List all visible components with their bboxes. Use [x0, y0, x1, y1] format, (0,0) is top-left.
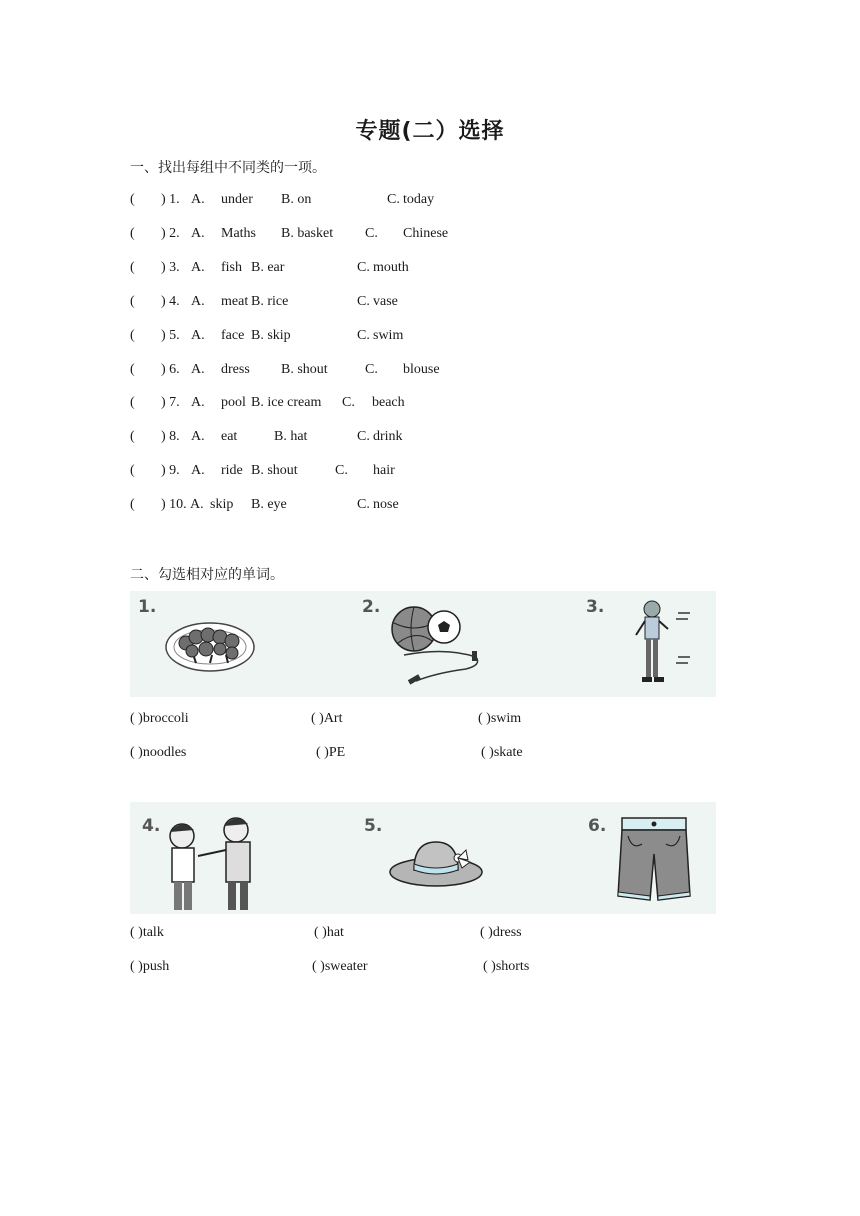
- question-10-c: nose: [373, 497, 399, 513]
- answer-paren[interactable]: (: [130, 497, 135, 513]
- picture-strip-1: [130, 591, 716, 697]
- question-3-b: B. ear: [251, 259, 285, 275]
- option-swim[interactable]: ( )swim: [478, 711, 522, 726]
- picture-number: 2.: [362, 597, 381, 617]
- question-3-a-label: A.: [191, 259, 205, 275]
- broccoli-plate-illustration: [164, 613, 256, 675]
- question-1-c: today: [403, 192, 435, 207]
- question-1-b: B. on: [281, 192, 312, 207]
- question-1-prefix: ) 1.: [161, 192, 180, 207]
- skater-illustration: [628, 595, 698, 695]
- question-8-c: drink: [373, 429, 403, 445]
- question-6-prefix: ) 6.: [161, 361, 180, 377]
- answer-paren[interactable]: (: [130, 259, 135, 275]
- question-7-c-label: C.: [342, 395, 355, 411]
- picture-number: 5.: [364, 816, 383, 836]
- answer-paren[interactable]: (: [130, 395, 135, 411]
- question-5-a: face: [221, 327, 245, 343]
- question-2-prefix: ) 2.: [161, 225, 180, 241]
- question-9-b: B. shout: [251, 463, 298, 479]
- hat-illustration: [386, 832, 486, 892]
- question-7-prefix: ) 7.: [161, 395, 180, 411]
- option-skate[interactable]: ( )skate: [481, 745, 523, 760]
- question-8-c-label: C.: [357, 429, 370, 445]
- option-noodles[interactable]: ( )noodles: [130, 745, 187, 760]
- question-5-c: swim: [373, 327, 404, 343]
- section1-heading: 一、找出每组中不同类的一项。: [130, 160, 326, 176]
- question-4-prefix: ) 4.: [161, 293, 180, 309]
- question-3-prefix: ) 3.: [161, 259, 180, 275]
- question-6-b: B. shout: [281, 361, 328, 377]
- picture-number: 1.: [138, 597, 157, 617]
- question-7-c: beach: [372, 395, 405, 411]
- answer-paren[interactable]: (: [130, 225, 135, 241]
- question-4-b: B. rice: [251, 293, 289, 309]
- option-talk[interactable]: ( )talk: [130, 925, 164, 940]
- question-7-a-label: A.: [191, 395, 205, 411]
- question-4-c: vase: [373, 293, 398, 309]
- question-1-a-label: A.: [191, 192, 205, 207]
- picture-number: 3.: [586, 597, 605, 617]
- question-8-b: B. hat: [274, 429, 308, 445]
- question-2-a-label: A.: [191, 225, 205, 241]
- question-5-prefix: ) 5.: [161, 327, 180, 343]
- question-5-a-label: A.: [191, 327, 205, 343]
- shorts-illustration: [614, 814, 694, 906]
- question-2-a: Maths: [221, 225, 256, 241]
- question-4-c-label: C.: [357, 293, 370, 309]
- question-9-prefix: ) 9.: [161, 463, 180, 479]
- question-5-b: B. skip: [251, 327, 291, 343]
- option-shorts[interactable]: ( )shorts: [483, 959, 530, 974]
- question-4-a: meat: [221, 293, 249, 309]
- question-10-b: B. eye: [251, 497, 287, 513]
- question-4-a-label: A.: [191, 293, 205, 309]
- section2-heading: 二、勾选相对应的单词。: [130, 567, 284, 583]
- option-pe[interactable]: ( )PE: [316, 745, 346, 760]
- question-9-a: ride: [221, 463, 243, 479]
- question-10-prefix: ) 10.: [161, 497, 187, 513]
- question-6-a: dress: [221, 361, 250, 377]
- question-2-c: Chinese: [403, 225, 449, 241]
- question-7-b: B. ice cream: [251, 395, 322, 411]
- option-broccoli[interactable]: ( )broccoli: [130, 711, 189, 726]
- page-title: 专题(二）选择: [355, 119, 505, 144]
- question-8-prefix: ) 8.: [161, 429, 180, 445]
- question-3-c-label: C.: [357, 259, 370, 275]
- question-10-c-label: C.: [357, 497, 370, 513]
- question-7-a: pool: [221, 395, 246, 411]
- question-9-c-label: C.: [335, 463, 348, 479]
- option-sweater[interactable]: ( )sweater: [312, 959, 368, 974]
- answer-paren[interactable]: (: [130, 327, 135, 343]
- option-dress[interactable]: ( )dress: [480, 925, 522, 940]
- answer-paren[interactable]: (: [130, 463, 135, 479]
- answer-paren[interactable]: (: [130, 293, 135, 309]
- question-3-c: mouth: [373, 259, 409, 275]
- question-10-a-label: A.: [190, 497, 204, 513]
- picture-number: 4.: [142, 816, 161, 836]
- answer-paren[interactable]: (: [130, 361, 135, 377]
- picture-number: 6.: [588, 816, 607, 836]
- question-9-c: hair: [373, 463, 395, 479]
- picture-strip-2: [130, 802, 716, 914]
- question-8-a-label: A.: [191, 429, 205, 445]
- question-2-c-label: C.: [365, 225, 378, 241]
- question-6-c-label: C.: [365, 361, 378, 377]
- question-5-c-label: C.: [357, 327, 370, 343]
- answer-paren[interactable]: (: [130, 429, 135, 445]
- question-3-a: fish: [221, 259, 242, 275]
- option-hat[interactable]: ( )hat: [314, 925, 344, 940]
- question-2-b: B. basket: [281, 225, 334, 241]
- question-6-c: blouse: [403, 361, 440, 377]
- option-push[interactable]: ( )push: [130, 959, 170, 974]
- question-9-a-label: A.: [191, 463, 205, 479]
- boys-pushing-illustration: [164, 810, 264, 914]
- question-1-a: under: [221, 192, 253, 207]
- question-10-a: skip: [210, 497, 234, 513]
- question-1-c-label: C.: [387, 192, 400, 207]
- option-art[interactable]: ( )Art: [311, 711, 343, 726]
- balls-and-rope-illustration: [386, 599, 486, 691]
- question-8-a: eat: [221, 429, 238, 445]
- question-6-a-label: A.: [191, 361, 205, 377]
- answer-paren[interactable]: (: [130, 192, 135, 207]
